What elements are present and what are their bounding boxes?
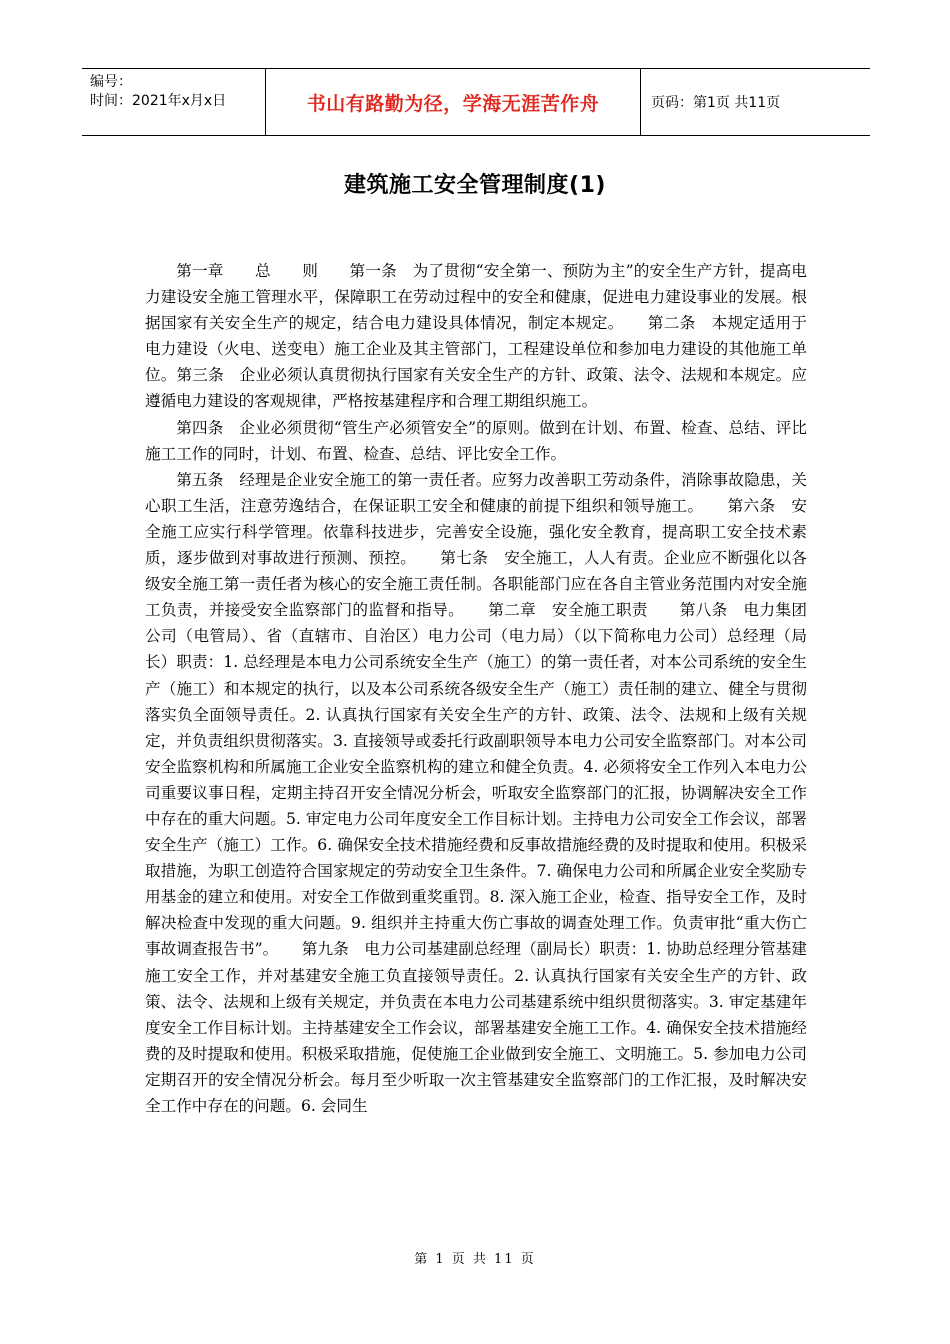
body-paragraph: 第一章 总 则 第一条 为了贯彻“安全第一、预防为主”的安全生产方针，提高电力建设安全施工管理水平，保障职工在劳动过程中的安全和健康，促进电力建设事业的发展。根据国家有关安全生产的规定，结合电力建设具体情况，制定本规定。 第二条 本规定适用于电力建设（火电、送变电）施工企业及其主管部门，工程建设单位和参加电力建设的其他施工单位。第三条 企业必须认真贯彻执行国家有关安全生产的方针、政策、法令、法规和本规定。应遵循电力建设的客观规律，严格按基建程序和合理工期组织施工。 bbox=[145, 262, 807, 411]
page-header bbox=[82, 68, 870, 136]
serial-number-label: 编号： bbox=[90, 74, 132, 90]
header-meta-cell bbox=[82, 69, 266, 135]
header-page-cell bbox=[641, 69, 870, 135]
page-info-label: 页码：第1页 共11页 bbox=[651, 95, 781, 111]
document-title: 建筑施工安全管理制度(1) bbox=[344, 173, 606, 198]
body-paragraph: 第四条 企业必须贯彻“管生产必须管安全”的原则。做到在计划、布置、检查、总结、评比施工工作的同时，计划、布置、检查、总结、评比安全工作。 bbox=[145, 418, 807, 463]
time-label: 时间：2021年x月x日 bbox=[90, 93, 227, 109]
motto-text: 书山有路勤为径，学海无涯苦作舟 bbox=[306, 92, 600, 115]
document-body bbox=[145, 258, 807, 1119]
body-paragraph: 第五条 经理是企业安全施工的第一责任者。应努力改善职工劳动条件，消除事故隐患，关心职工生活，注意劳逸结合，在保证职工安全和健康的前提下组织和领导施工。 第六条 安全施工应实行科学管理。依靠科技进步，完善安全设施，强化安全教育，提高职工安全技术素质，逐步做到对事故进行预测、预控。 第七条 安全施工，人人有责。企业应不断强化以各级安全施工第一责任者为核心的安全施工责任制。各职能部门应在各自主管业务范围内对安全施工负责，并接受安全监察部门的监督和指导。 第二章 安全施工职责 第八条 电力集团公司（电管局）、省（直辖市、自治区）电力公司（电力局）（以下简称电力公司）总经理（局长）职责：1. 总经理是本电力公司系统安全生产（施工）的第一责任者，对本公司系统的安全生产（施工）和本规定的执行，以及本公司系统各级安全生产（施工）责任制的建立、健全与贯彻落实负全面领导责任。2. 认真执行国家有关安全生产的方针、政策、法令、法规和上级有关规定，并负责组织贯彻落实。3. 直接领导或委托行政副职领导本电力公司安全监察部门。对本公司安全监察机构和所属施工企业安全监察机构的建立和健全负责。4. 必须将安全工作列入本电力公司重要议事日程，定期主持召开安全情况分析会，听取安全监察部门的汇报，协调解决安全工作中存在的重大问题。5. 审定电力公司年度安全工作目标计划。主持电力公司安全工作会议，部署安全生产（施工）工作。6. 确保安全技术措施经费和反事故措施经费的及时提取和使用。积极采取措施，为职工创造符合国家规定的劳动安全卫生条件。7. 确保电力公司和所属企业安全奖励专用基金的建立和使用。对安全工作做到重奖重罚。8. 深入施工企业，检查、指导安全工作，及时解决检查中发现的重大问题。9. 组织并主持重大伤亡事故的调查处理工作。负责审批“重大伤亡事故调查报告书”。 第九条 电力公司基建副总经理（副局长）职责：1. 协助总经理分管基建施工安全工作，并对基建安全施工负直接领导责任。2. 认真执行国家有关安全生产的方针、政策、法令、法规和上级有关规定，并负责在本电力公司基建系统中组织贯彻落实。3. 审定基建年度安全工作目标计划。主持基建安全工作会议，部署基建安全施工工作。4. 确保安全技术措施经费的及时提取和使用。积极采取措施，促使施工企业做到安全施工、文明施工。5. 参加电力公司定期召开的安全情况分析会。每月至少听取一次主管基建安全监察部门的工作汇报，及时解决安全工作中存在的问题。6. 会同生 bbox=[145, 470, 807, 1115]
header-motto-cell bbox=[266, 69, 641, 135]
page-footer: 第 1 页 共 11 页 bbox=[414, 1252, 536, 1267]
